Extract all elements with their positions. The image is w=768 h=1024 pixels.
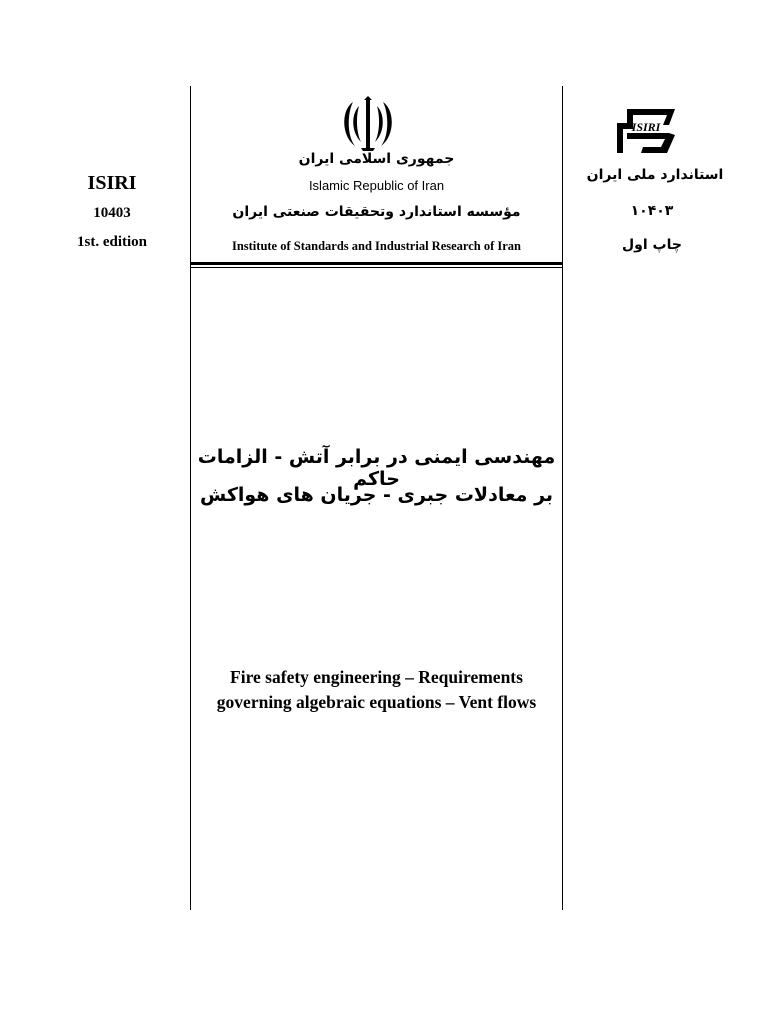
institute-name-fa: مؤسسه استاندارد وتحقیقات صنعتی ایران [232, 204, 521, 220]
header-rule-thin [190, 267, 563, 268]
republic-name-fa: جمهوری اسلامی ایران [298, 151, 455, 167]
document-title-fa-line2: بر معادلات جبری - جریان های هواکش [199, 484, 554, 506]
left-divider-line [190, 86, 191, 910]
edition-label: 1st. edition [76, 234, 147, 250]
national-standard-label-fa: استاندارد ملی ایران [586, 167, 724, 183]
edition-label-fa: چاپ اول [622, 237, 682, 253]
document-title-fa-line1: مهندسی ایمنی در برابر آتش - الزامات حاکم [197, 446, 556, 490]
institute-name-en: Institute of Standards and Industrial Research of Iran [231, 239, 522, 253]
org-abbreviation: ISIRI [87, 172, 137, 194]
republic-name-en: Islamic Republic of Iran [308, 178, 445, 193]
header-rule-thick [190, 262, 563, 265]
iran-emblem-icon [337, 96, 399, 152]
document-title-en-line1: Fire safety engineering – Requirements [230, 667, 523, 687]
standard-number: 10403 [93, 205, 131, 221]
standard-number-fa: ۱۰۴۰۳ [630, 203, 674, 219]
right-divider-line [562, 86, 563, 910]
svg-text:ISIRI: ISIRI [631, 120, 661, 134]
document-title-en-line2: governing algebraic equations – Vent flows [216, 692, 537, 712]
isiri-logo-icon [613, 103, 679, 159]
